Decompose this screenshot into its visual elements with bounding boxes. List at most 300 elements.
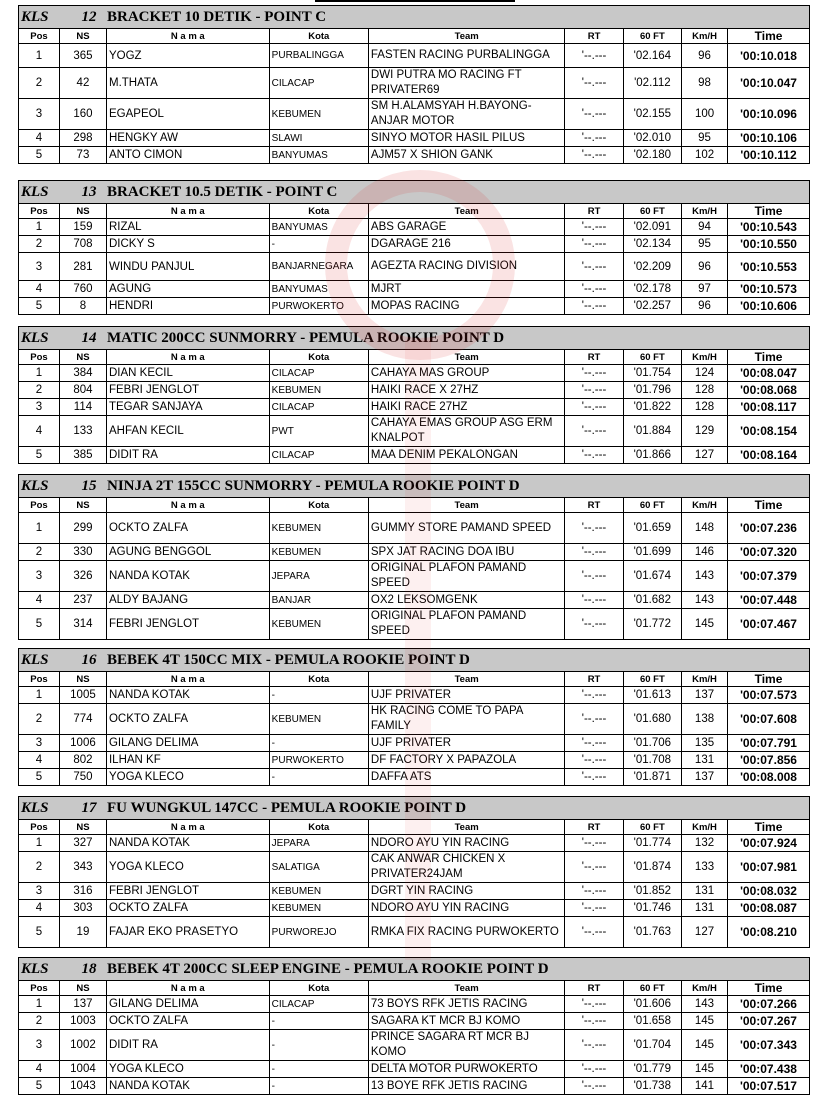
- rt-cell: '--.---: [565, 1078, 623, 1095]
- result-row: [19, 281, 810, 298]
- nama-cell: DICKY S: [106, 236, 269, 253]
- ft60-cell: '01.871: [623, 769, 681, 786]
- ft60-cell: '01.874: [623, 852, 681, 883]
- result-row: [19, 735, 810, 752]
- rt-cell: '--.---: [565, 752, 623, 769]
- result-row: [19, 219, 810, 236]
- time-cell: '00:07.266: [727, 996, 809, 1013]
- class-label: KLS: [21, 183, 49, 200]
- pos-cell: 4: [19, 130, 60, 147]
- kota-cell: -: [269, 1061, 368, 1078]
- ft60-cell: '02.155: [623, 99, 681, 130]
- class-header: [19, 649, 810, 672]
- ns-cell: 708: [59, 236, 106, 253]
- ft60-cell: '01.884: [623, 416, 681, 447]
- ns-column-header: NS: [59, 498, 106, 513]
- ft60-cell: '01.674: [623, 561, 681, 592]
- team-cell: AJM57 X SHION GANK: [368, 147, 564, 164]
- kmh-column-header: Km/H: [682, 350, 728, 365]
- kota-cell: KEBUMEN: [269, 382, 368, 399]
- result-row: [19, 399, 810, 416]
- time-cell: '00:07.924: [728, 835, 810, 852]
- pos-cell: 5: [19, 1078, 60, 1095]
- ft60-cell: '01.754: [623, 365, 681, 382]
- ns-column-header: NS: [59, 672, 106, 687]
- ns-column-header: NS: [59, 29, 106, 44]
- rt-cell: '--.---: [565, 382, 623, 399]
- rt-cell: '--.---: [565, 917, 623, 948]
- kmh-cell: 132: [682, 835, 728, 852]
- pos-cell: 3: [19, 253, 60, 281]
- result-row: [19, 592, 810, 609]
- ft60-cell: '01.738: [623, 1078, 681, 1095]
- class-label: KLS: [21, 8, 49, 25]
- ft60-column-header: 60 FT: [623, 820, 681, 835]
- kota-cell: JEPARA: [269, 835, 368, 852]
- nama-cell: OCKTO ZALFA: [106, 900, 269, 917]
- kmh-column-header: Km/H: [681, 981, 727, 996]
- kmh-cell: 143: [681, 592, 727, 609]
- kota-cell: BANYUMAS: [269, 281, 368, 298]
- rt-cell: '--.---: [565, 399, 623, 416]
- rt-column-header: RT: [565, 820, 623, 835]
- pos-cell: 3: [19, 399, 60, 416]
- result-row: [19, 365, 810, 382]
- ns-cell: 299: [59, 513, 106, 544]
- ns-cell: 774: [59, 704, 106, 735]
- kota-cell: PURBALINGGA: [269, 44, 368, 68]
- time-cell: '00:07.267: [727, 1013, 809, 1030]
- kota-cell: KEBUMEN: [269, 544, 368, 561]
- pos-cell: 2: [19, 68, 60, 99]
- time-cell: '00:10.112: [728, 147, 810, 164]
- ft60-cell: '02.010: [623, 130, 681, 147]
- pos-cell: 4: [19, 281, 60, 298]
- rt-cell: '--.---: [565, 996, 623, 1013]
- rt-cell: '--.---: [565, 704, 623, 735]
- time-cell: '00:08.008: [728, 769, 810, 786]
- kmh-cell: 128: [682, 399, 728, 416]
- kota-cell: CILACAP: [269, 447, 368, 464]
- time-cell: '00:07.608: [728, 704, 810, 735]
- class-block: [18, 474, 810, 640]
- time-cell: '00:10.553: [728, 253, 810, 281]
- results-table: [18, 648, 810, 786]
- team-column-header: Team: [368, 820, 564, 835]
- result-row: [19, 1061, 810, 1078]
- class-header: [19, 958, 810, 981]
- class-title: FU WUNGKUL 147CC - PEMULA ROOKIE POINT D: [107, 799, 467, 816]
- results-table: [18, 957, 810, 1095]
- team-cell: HK RACING COME TO PAPA FAMILY: [368, 704, 564, 735]
- column-header-row: [19, 350, 810, 365]
- nama-cell: NANDA KOTAK: [106, 561, 269, 592]
- nama-cell: FEBRI JENGLOT: [106, 883, 269, 900]
- pos-column-header: Pos: [19, 981, 60, 996]
- nama-cell: TEGAR SANJAYA: [106, 399, 269, 416]
- ft60-cell: '01.774: [623, 835, 681, 852]
- kota-column-header: Kota: [269, 29, 368, 44]
- nama-cell: FEBRI JENGLOT: [106, 609, 269, 640]
- time-cell: '00:10.573: [728, 281, 810, 298]
- rt-cell: '--.---: [565, 1030, 623, 1061]
- team-cell: HAIKI RACE X 27HZ: [368, 382, 564, 399]
- ns-cell: 160: [59, 99, 106, 130]
- class-title: NINJA 2T 155CC SUNMORRY - PEMULA ROOKIE POINT D: [107, 477, 520, 494]
- time-cell: '00:07.343: [727, 1030, 809, 1061]
- kmh-column-header: Km/H: [682, 672, 728, 687]
- nama-cell: DIAN KECIL: [106, 365, 269, 382]
- class-block: [18, 5, 810, 164]
- result-row: [19, 44, 810, 68]
- column-header-row: [19, 498, 810, 513]
- rt-cell: '--.---: [565, 883, 623, 900]
- result-row: [19, 609, 810, 640]
- time-column-header: Time: [728, 820, 810, 835]
- ns-cell: 1005: [59, 687, 106, 704]
- team-cell: HAIKI RACE 27HZ: [368, 399, 564, 416]
- ns-cell: 133: [59, 416, 106, 447]
- kota-cell: BANJARNEGARA: [269, 253, 368, 281]
- ft60-cell: '01.613: [623, 687, 681, 704]
- nama-cell: NANDA KOTAK: [106, 687, 269, 704]
- ft60-cell: '01.606: [623, 996, 681, 1013]
- kmh-cell: 143: [681, 996, 727, 1013]
- kmh-cell: 129: [682, 416, 728, 447]
- time-cell: '00:10.550: [728, 236, 810, 253]
- column-header-row: [19, 204, 810, 219]
- rt-cell: '--.---: [565, 687, 623, 704]
- team-cell: DF FACTORY X PAPAZOLA: [368, 752, 564, 769]
- rt-cell: '--.---: [565, 1061, 623, 1078]
- kota-cell: CILACAP: [269, 68, 368, 99]
- nama-column-header: N a m a: [106, 498, 269, 513]
- kota-cell: -: [269, 1013, 368, 1030]
- ns-cell: 114: [59, 399, 106, 416]
- nama-cell: FAJAR EKO PRASETYO: [106, 917, 269, 948]
- time-cell: '00:08.164: [728, 447, 810, 464]
- results-table: [18, 326, 810, 464]
- pos-column-header: Pos: [19, 820, 60, 835]
- class-header: [19, 475, 810, 498]
- team-cell: UJF PRIVATER: [368, 735, 564, 752]
- nama-cell: NANDA KOTAK: [106, 835, 269, 852]
- kmh-cell: 127: [682, 917, 728, 948]
- kmh-cell: 137: [682, 687, 728, 704]
- kota-column-header: Kota: [269, 498, 368, 513]
- class-number: 13: [81, 183, 97, 200]
- pos-cell: 5: [19, 447, 60, 464]
- ns-cell: 365: [59, 44, 106, 68]
- rt-cell: '--.---: [565, 236, 623, 253]
- time-cell: '00:08.047: [728, 365, 810, 382]
- pos-column-header: Pos: [19, 350, 60, 365]
- nama-cell: GILANG DELIMA: [106, 996, 269, 1013]
- time-cell: '00:10.096: [728, 99, 810, 130]
- pos-column-header: Pos: [19, 29, 60, 44]
- class-header: [19, 6, 810, 29]
- pos-cell: 1: [19, 219, 60, 236]
- time-column-header: Time: [728, 672, 810, 687]
- ft60-cell: '02.164: [623, 44, 681, 68]
- time-cell: '00:07.981: [728, 852, 810, 883]
- team-cell: MOPAS RACING: [368, 298, 564, 315]
- ft60-cell: '02.091: [623, 219, 681, 236]
- ft60-cell: '01.763: [623, 917, 681, 948]
- ns-cell: 330: [59, 544, 106, 561]
- kmh-cell: 143: [681, 561, 727, 592]
- nama-column-header: N a m a: [106, 350, 269, 365]
- ft60-cell: '01.682: [623, 592, 681, 609]
- class-number: 16: [81, 651, 97, 668]
- ns-cell: 8: [59, 298, 106, 315]
- kmh-cell: 145: [681, 1061, 727, 1078]
- kota-cell: KEBUMEN: [269, 609, 368, 640]
- pos-cell: 2: [19, 852, 60, 883]
- ns-cell: 316: [59, 883, 106, 900]
- nama-cell: AGUNG: [106, 281, 269, 298]
- kota-column-header: Kota: [269, 204, 368, 219]
- kmh-cell: 145: [681, 1030, 727, 1061]
- rt-cell: '--.---: [565, 852, 623, 883]
- ns-cell: 137: [59, 996, 106, 1013]
- ns-column-header: NS: [59, 820, 106, 835]
- ns-cell: 19: [59, 917, 106, 948]
- pos-cell: 1: [19, 44, 60, 68]
- nama-column-header: N a m a: [106, 981, 269, 996]
- nama-cell: YOGA KLECO: [106, 1061, 269, 1078]
- results-table: [18, 5, 810, 164]
- team-cell: OX2 LEKSOMGENK: [368, 592, 564, 609]
- ft60-column-header: 60 FT: [623, 204, 681, 219]
- rt-column-header: RT: [565, 672, 623, 687]
- ft60-cell: '01.706: [623, 735, 681, 752]
- ns-cell: 1006: [59, 735, 106, 752]
- pos-cell: 3: [19, 1030, 60, 1061]
- results-table: [18, 796, 810, 948]
- ns-column-header: NS: [59, 981, 106, 996]
- pos-cell: 2: [19, 236, 60, 253]
- time-cell: '00:07.448: [727, 592, 809, 609]
- ft60-cell: '01.658: [623, 1013, 681, 1030]
- class-block: [18, 648, 810, 786]
- team-column-header: Team: [368, 981, 564, 996]
- kmh-cell: 124: [682, 365, 728, 382]
- class-title: MATIC 200CC SUNMORRY - PEMULA ROOKIE POINT D: [107, 329, 505, 346]
- result-row: [19, 917, 810, 948]
- rt-cell: '--.---: [565, 130, 623, 147]
- class-title: BRACKET 10 DETIK - POINT C: [107, 8, 327, 25]
- pos-cell: 2: [19, 544, 60, 561]
- class-number: 15: [81, 477, 97, 494]
- nama-cell: HENGKY AW: [106, 130, 269, 147]
- time-cell: '00:07.791: [728, 735, 810, 752]
- nama-cell: OCKTO ZALFA: [106, 513, 269, 544]
- team-cell: NDORO AYU YIN RACING: [368, 900, 564, 917]
- result-row: [19, 996, 810, 1013]
- pos-cell: 3: [19, 99, 60, 130]
- team-cell: CAK ANWAR CHICKEN X PRIVATER24JAM: [368, 852, 564, 883]
- kmh-cell: 131: [682, 883, 728, 900]
- rt-column-header: RT: [565, 498, 623, 513]
- kota-cell: BANJAR: [269, 592, 368, 609]
- team-cell: CAHAYA EMAS GROUP ASG ERM KNALPOT: [368, 416, 564, 447]
- ft60-cell: '02.180: [623, 147, 681, 164]
- ns-cell: 281: [59, 253, 106, 281]
- kmh-cell: 148: [681, 513, 727, 544]
- kmh-cell: 94: [682, 219, 728, 236]
- time-column-header: Time: [727, 981, 809, 996]
- class-header-cell: [19, 181, 810, 204]
- time-cell: '00:10.018: [728, 44, 810, 68]
- kmh-cell: 146: [681, 544, 727, 561]
- result-row: [19, 544, 810, 561]
- ns-cell: 42: [59, 68, 106, 99]
- time-cell: '00:08.210: [728, 917, 810, 948]
- rt-column-header: RT: [565, 29, 623, 44]
- result-row: [19, 130, 810, 147]
- team-column-header: Team: [368, 350, 564, 365]
- kota-cell: PURWOKERTO: [269, 298, 368, 315]
- kota-cell: PURWOREJO: [269, 917, 368, 948]
- ns-column-header: NS: [59, 204, 106, 219]
- ns-cell: 237: [59, 592, 106, 609]
- ft60-column-header: 60 FT: [623, 350, 681, 365]
- rt-cell: '--.---: [565, 147, 623, 164]
- kota-cell: KEBUMEN: [269, 513, 368, 544]
- result-row: [19, 513, 810, 544]
- team-cell: 73 BOYS RFK JETIS RACING: [368, 996, 564, 1013]
- result-row: [19, 687, 810, 704]
- result-row: [19, 147, 810, 164]
- result-row: [19, 1030, 810, 1061]
- results-table: [18, 474, 810, 640]
- kmh-cell: 137: [682, 769, 728, 786]
- kmh-cell: 131: [682, 900, 728, 917]
- class-header: [19, 181, 810, 204]
- team-cell: DAFFA ATS: [368, 769, 564, 786]
- time-cell: '00:08.068: [728, 382, 810, 399]
- ft60-cell: '02.134: [623, 236, 681, 253]
- kota-cell: CILACAP: [269, 996, 368, 1013]
- class-title: BEBEK 4T 150CC MIX - PEMULA ROOKIE POINT D: [107, 651, 470, 668]
- team-cell: DGRT YIN RACING: [368, 883, 564, 900]
- kmh-column-header: Km/H: [682, 820, 728, 835]
- result-row: [19, 704, 810, 735]
- time-cell: '00:07.517: [727, 1078, 809, 1095]
- pos-cell: 1: [19, 365, 60, 382]
- class-header-cell: [19, 475, 810, 498]
- class-block: [18, 180, 810, 315]
- pos-cell: 2: [19, 1013, 60, 1030]
- team-cell: DELTA MOTOR PURWOKERTO: [368, 1061, 564, 1078]
- time-cell: '00:10.543: [728, 219, 810, 236]
- ft60-cell: '02.209: [623, 253, 681, 281]
- kmh-cell: 96: [682, 44, 728, 68]
- time-cell: '00:08.087: [728, 900, 810, 917]
- ns-cell: 298: [59, 130, 106, 147]
- kmh-cell: 127: [682, 447, 728, 464]
- rt-column-header: RT: [565, 204, 623, 219]
- time-cell: '00:07.467: [727, 609, 809, 640]
- rt-cell: '--.---: [565, 219, 623, 236]
- ns-cell: 385: [59, 447, 106, 464]
- pos-cell: 4: [19, 416, 60, 447]
- kota-cell: PWT: [269, 416, 368, 447]
- ns-cell: 1043: [59, 1078, 106, 1095]
- rt-cell: '--.---: [565, 298, 623, 315]
- ft60-cell: '01.704: [623, 1030, 681, 1061]
- column-header-row: [19, 29, 810, 44]
- class-number: 12: [81, 8, 97, 25]
- ns-cell: 1003: [59, 1013, 106, 1030]
- ns-cell: 1004: [59, 1061, 106, 1078]
- nama-cell: FEBRI JENGLOT: [106, 382, 269, 399]
- ft60-column-header: 60 FT: [623, 981, 681, 996]
- class-header-cell: [19, 797, 810, 820]
- kota-column-header: Kota: [269, 672, 368, 687]
- team-cell: ORIGINAL PLAFON PAMAND SPEED: [368, 561, 564, 592]
- team-cell: CAHAYA MAS GROUP: [368, 365, 564, 382]
- team-cell: AGEZTA RACING DIVISION: [368, 253, 564, 281]
- rt-cell: '--.---: [565, 416, 623, 447]
- ns-cell: 326: [59, 561, 106, 592]
- pos-cell: 4: [19, 900, 60, 917]
- nama-column-header: N a m a: [106, 29, 269, 44]
- kota-column-header: Kota: [269, 820, 368, 835]
- rt-cell: '--.---: [565, 44, 623, 68]
- result-row: [19, 835, 810, 852]
- kota-cell: KEBUMEN: [269, 900, 368, 917]
- team-column-header: Team: [368, 498, 564, 513]
- rt-cell: '--.---: [565, 253, 623, 281]
- nama-cell: OCKTO ZALFA: [106, 1013, 269, 1030]
- kmh-cell: 95: [682, 236, 728, 253]
- nama-cell: ALDY BAJANG: [106, 592, 269, 609]
- team-cell: UJF PRIVATER: [368, 687, 564, 704]
- rt-cell: '--.---: [565, 99, 623, 130]
- class-number: 18: [81, 960, 97, 977]
- nama-column-header: N a m a: [106, 204, 269, 219]
- team-cell: 13 BOYE RFK JETIS RACING: [368, 1078, 564, 1095]
- ns-cell: 343: [59, 852, 106, 883]
- class-header: [19, 327, 810, 350]
- time-column-header: Time: [728, 350, 810, 365]
- time-cell: '00:08.154: [728, 416, 810, 447]
- class-number: 14: [81, 329, 97, 346]
- ft60-cell: '01.746: [623, 900, 681, 917]
- time-cell: '00:07.856: [728, 752, 810, 769]
- time-cell: '00:08.032: [728, 883, 810, 900]
- kota-cell: -: [269, 1078, 368, 1095]
- team-cell: MJRT: [368, 281, 564, 298]
- kmh-cell: 128: [682, 382, 728, 399]
- class-label: KLS: [21, 960, 49, 977]
- result-row: [19, 752, 810, 769]
- team-column-header: Team: [368, 672, 564, 687]
- time-cell: '00:07.236: [727, 513, 809, 544]
- result-row: [19, 99, 810, 130]
- rt-cell: '--.---: [565, 544, 623, 561]
- rt-column-header: RT: [565, 350, 623, 365]
- class-label: KLS: [21, 329, 49, 346]
- ns-cell: 384: [59, 365, 106, 382]
- time-column-header: Time: [728, 204, 810, 219]
- pos-cell: 1: [19, 996, 60, 1013]
- pos-cell: 3: [19, 735, 60, 752]
- class-header: [19, 797, 810, 820]
- kmh-cell: 102: [682, 147, 728, 164]
